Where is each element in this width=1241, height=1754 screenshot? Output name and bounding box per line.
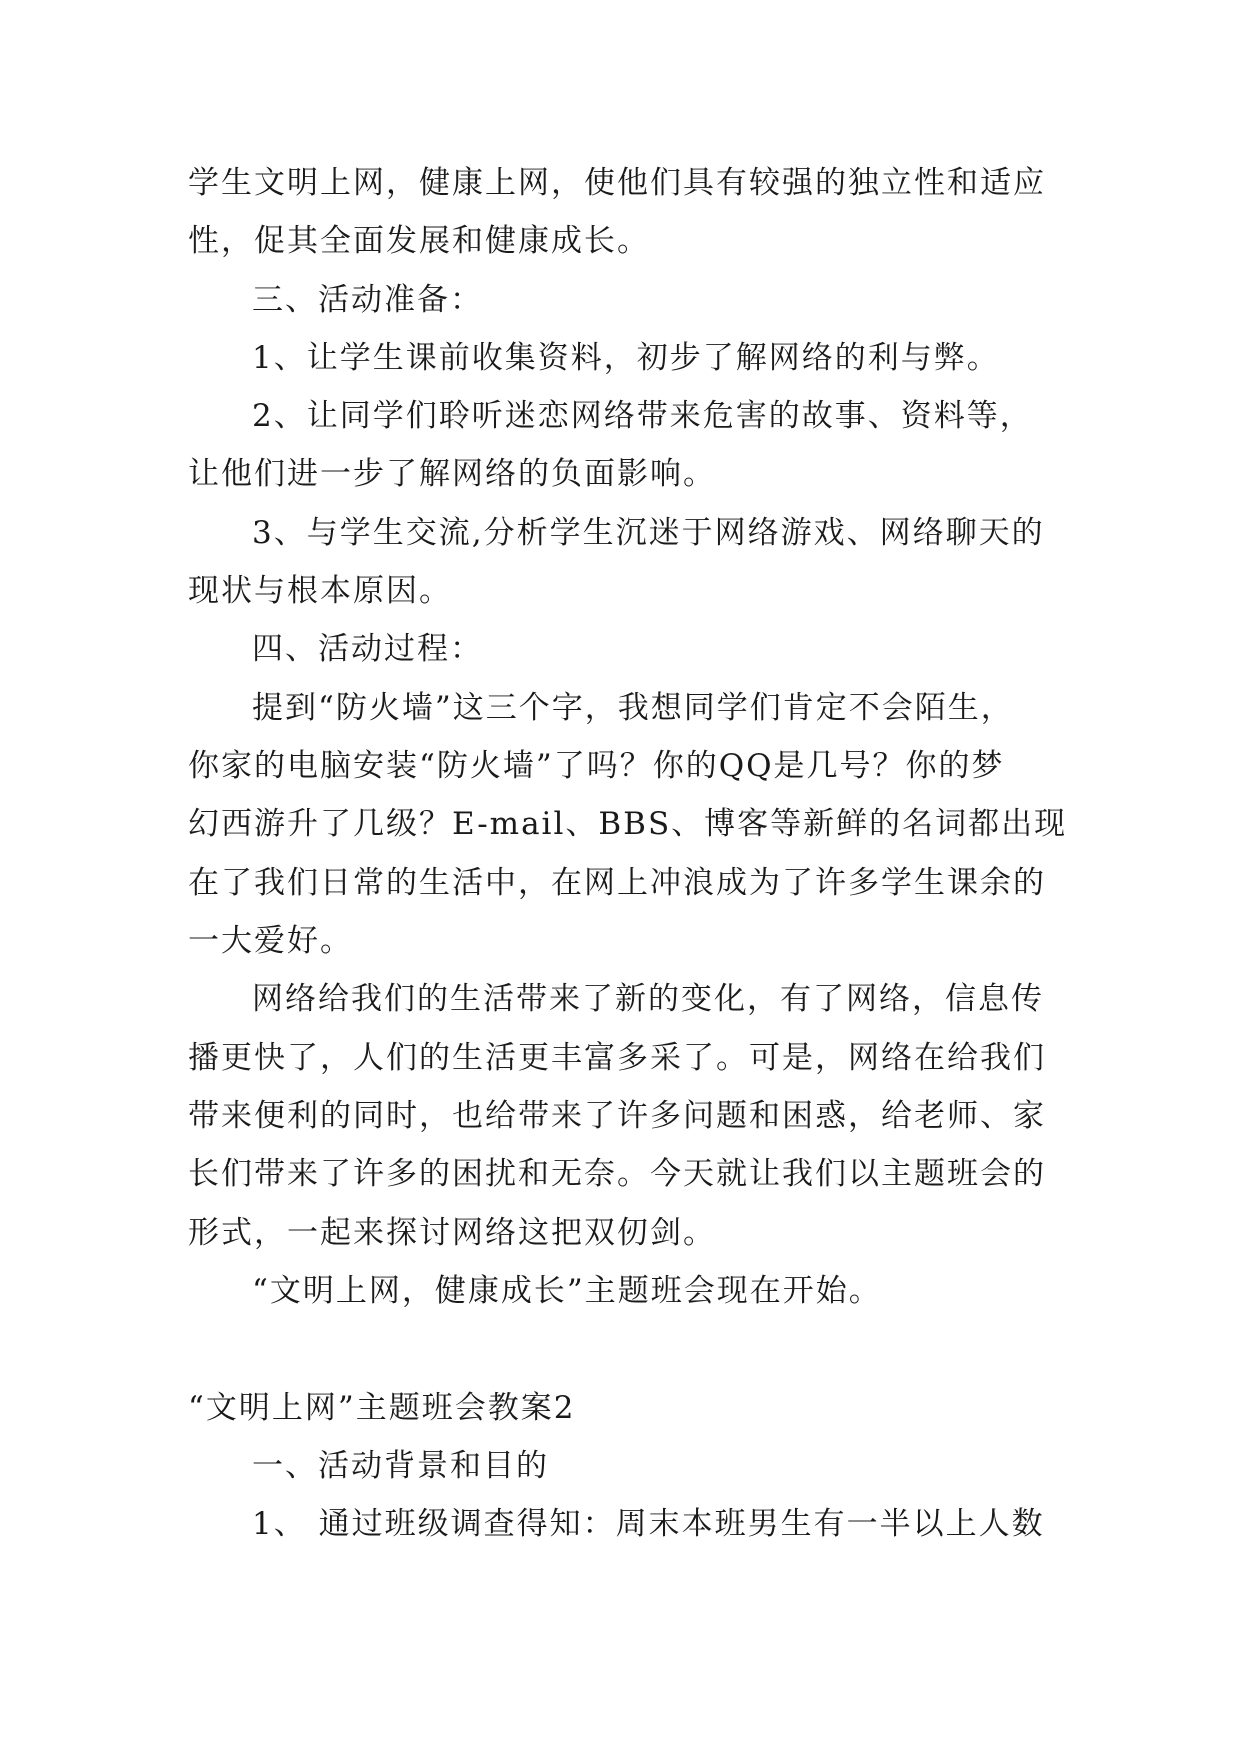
paragraph-line: 一大爱好。	[188, 923, 353, 959]
paragraph-line: 性，促其全面发展和健康成长。	[188, 223, 650, 259]
paragraph-line: 带来便利的同时，也给带来了许多问题和困惑，给老师、家	[188, 1098, 1046, 1134]
list-item: 1、 通过班级调查得知：周末本班男生有一半以上人数	[252, 1506, 1045, 1542]
paragraph-line: 你家的电脑安装“防火墙”了吗？你的QQ是几号？你的梦	[188, 748, 1005, 784]
paragraph-line: 幻西游升了几级？E-mail、BBS、博客等新鲜的名词都出现	[188, 806, 1068, 842]
paragraph-line: 学生文明上网，健康上网，使他们具有较强的独立性和适应	[188, 165, 1046, 201]
paragraph-line: 形式，一起来探讨网络这把双仞剑。	[188, 1215, 716, 1251]
paragraph-line: 长们带来了许多的困扰和无奈。今天就让我们以主题班会的	[188, 1156, 1046, 1192]
section-heading: 三、活动准备：	[252, 282, 483, 318]
section-heading: 一、活动背景和目的	[252, 1448, 549, 1484]
paragraph-line: 播更快了，人们的生活更丰富多采了。可是，网络在给我们	[188, 1040, 1046, 1076]
paragraph-line: 现状与根本原因。	[188, 573, 452, 609]
paragraph-line: “文明上网，健康成长”主题班会现在开始。	[252, 1273, 882, 1309]
list-item: 1、让学生课前收集资料，初步了解网络的利与弊。	[252, 340, 1000, 376]
paragraph-line: 网络给我们的生活带来了新的变化，有了网络，信息传	[252, 981, 1044, 1017]
paragraph-line: 提到“防火墙”这三个字，我想同学们肯定不会陌生，	[252, 690, 1014, 726]
list-item: 3、与学生交流,分析学生沉迷于网络游戏、网络聊天的	[252, 515, 1045, 551]
section-heading: 四、活动过程：	[252, 631, 483, 667]
paragraph-line: 让他们进一步了解网络的负面影响。	[188, 456, 716, 492]
list-item: 2、让同学们聆听迷恋网络带来危害的故事、资料等，	[252, 398, 1033, 434]
paragraph-line: 在了我们日常的生活中，在网上冲浪成为了许多学生课余的	[188, 865, 1046, 901]
document-title: “文明上网”主题班会教案2	[188, 1390, 576, 1426]
